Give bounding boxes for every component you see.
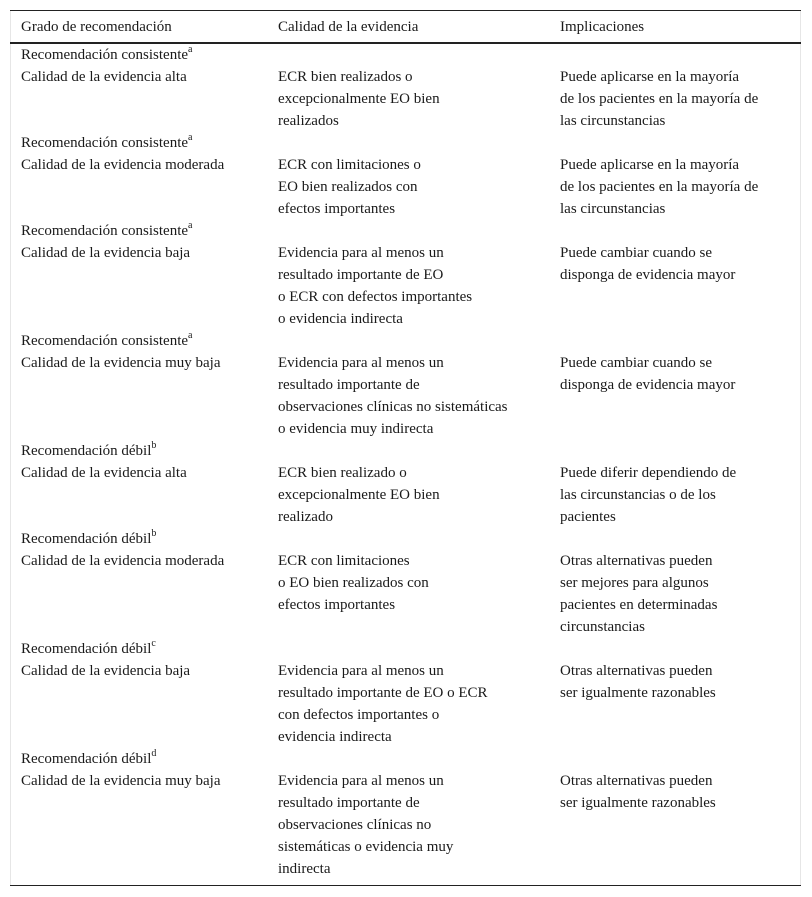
implication-line: de los pacientes en la mayoría de [560, 179, 759, 195]
quality-label: Calidad de la evidencia muy baja [21, 773, 221, 789]
grade-label [21, 330, 192, 352]
implication-line: Puede aplicarse en la mayoría [560, 69, 740, 85]
evidence-line: evidencia indirecta [278, 729, 392, 745]
implication-line: pacientes en determinadas [560, 597, 718, 613]
implication-line: Puede cambiar cuando se [560, 355, 713, 371]
quality-label: Calidad de la evidencia moderada [21, 157, 225, 173]
footnote-mark: c [151, 638, 156, 649]
table-bottom-rule [10, 885, 801, 886]
evidence-line: con defectos importantes o [278, 707, 440, 723]
implication-line: Otras alternativas pueden [560, 553, 713, 569]
grade-label [21, 638, 156, 660]
quality-label: Calidad de la evidencia muy baja [21, 355, 221, 371]
footnote-mark: a [188, 44, 193, 55]
evidence-line: ECR bien realizado o [278, 465, 407, 481]
grade-text: Recomendación consistente [21, 135, 189, 151]
quality-label: Calidad de la evidencia baja [21, 663, 191, 679]
implication-line: Puede diferir dependiendo de [560, 465, 737, 481]
evidence-line: excepcionalmente EO bien [278, 487, 440, 503]
evidence-line: Evidencia para al menos un [278, 245, 444, 261]
implication-line: Puede cambiar cuando se [560, 245, 713, 261]
quality-label: Calidad de la evidencia alta [21, 69, 187, 85]
header-calidad: Calidad de la evidencia [278, 19, 419, 35]
footnote-mark: b [151, 440, 157, 451]
evidence-line: o EO bien realizados con [278, 575, 429, 591]
evidence-line: o evidencia muy indirecta [278, 421, 434, 437]
grade-label [21, 220, 192, 242]
implication-line: disponga de evidencia mayor [560, 267, 736, 283]
implication-line: de los pacientes en la mayoría de [560, 91, 759, 107]
header-grado: Grado de recomendación [21, 19, 172, 35]
table-top-rule [10, 10, 801, 11]
grade-text: Recomendación débil [21, 641, 152, 657]
evidence-line: ECR con limitaciones o [278, 157, 421, 173]
grade-label [21, 132, 192, 154]
grade-text: Recomendación débil [21, 751, 152, 767]
evidence-line: ECR con limitaciones [278, 553, 410, 569]
evidence-line: excepcionalmente EO bien [278, 91, 440, 107]
evidence-line: observaciones clínicas no [278, 817, 432, 833]
grade-label [21, 528, 156, 550]
footnote-mark: b [151, 528, 157, 539]
quality-label: Calidad de la evidencia moderada [21, 553, 225, 569]
evidence-line: EO bien realizados con [278, 179, 418, 195]
grade-label [21, 748, 156, 770]
implication-line: disponga de evidencia mayor [560, 377, 736, 393]
evidence-line: Evidencia para al menos un [278, 663, 444, 679]
evidence-line: efectos importantes [278, 201, 396, 217]
evidence-line: efectos importantes [278, 597, 396, 613]
evidence-line: o ECR con defectos importantes [278, 289, 473, 305]
evidence-line: realizados [278, 113, 339, 129]
evidence-line: ECR bien realizados o [278, 69, 413, 85]
implication-line: ser igualmente razonables [560, 685, 716, 701]
implication-line: las circunstancias [560, 201, 666, 217]
evidence-line: resultado importante de EO o ECR [278, 685, 488, 701]
footnote-mark: a [188, 132, 193, 143]
implication-line: Otras alternativas pueden [560, 663, 713, 679]
implication-line: Puede aplicarse en la mayoría [560, 157, 740, 173]
grade-label [21, 44, 192, 66]
footnote-mark: d [151, 748, 157, 759]
grade-text: Recomendación débil [21, 443, 152, 459]
implication-line: ser mejores para algunos [560, 575, 709, 591]
evidence-line: sistemáticas o evidencia muy [278, 839, 454, 855]
grade-label [21, 440, 156, 462]
evidence-line: indirecta [278, 861, 331, 877]
implication-line: las circunstancias o de los [560, 487, 716, 503]
implication-line: pacientes [560, 509, 616, 525]
grade-text: Recomendación consistente [21, 47, 189, 63]
grade-text: Recomendación consistente [21, 223, 189, 239]
grade-text: Recomendación débil [21, 531, 152, 547]
evidence-line: observaciones clínicas no sistemáticas [278, 399, 508, 415]
evidence-line: realizado [278, 509, 333, 525]
quality-label: Calidad de la evidencia baja [21, 245, 191, 261]
quality-label: Calidad de la evidencia alta [21, 465, 187, 481]
implication-line: Otras alternativas pueden [560, 773, 713, 789]
evidence-line: resultado importante de [278, 377, 420, 393]
evidence-line: resultado importante de EO [278, 267, 444, 283]
implication-line: ser igualmente razonables [560, 795, 716, 811]
evidence-line: resultado importante de [278, 795, 420, 811]
footnote-mark: a [188, 220, 193, 231]
implication-line: las circunstancias [560, 113, 666, 129]
footnote-mark: a [188, 330, 193, 341]
evidence-line: Evidencia para al menos un [278, 355, 444, 371]
implication-line: circunstancias [560, 619, 645, 635]
evidence-line: o evidencia indirecta [278, 311, 403, 327]
header-implicaciones: Implicaciones [560, 19, 645, 35]
grade-text: Recomendación consistente [21, 333, 189, 349]
evidence-line: Evidencia para al menos un [278, 773, 444, 789]
